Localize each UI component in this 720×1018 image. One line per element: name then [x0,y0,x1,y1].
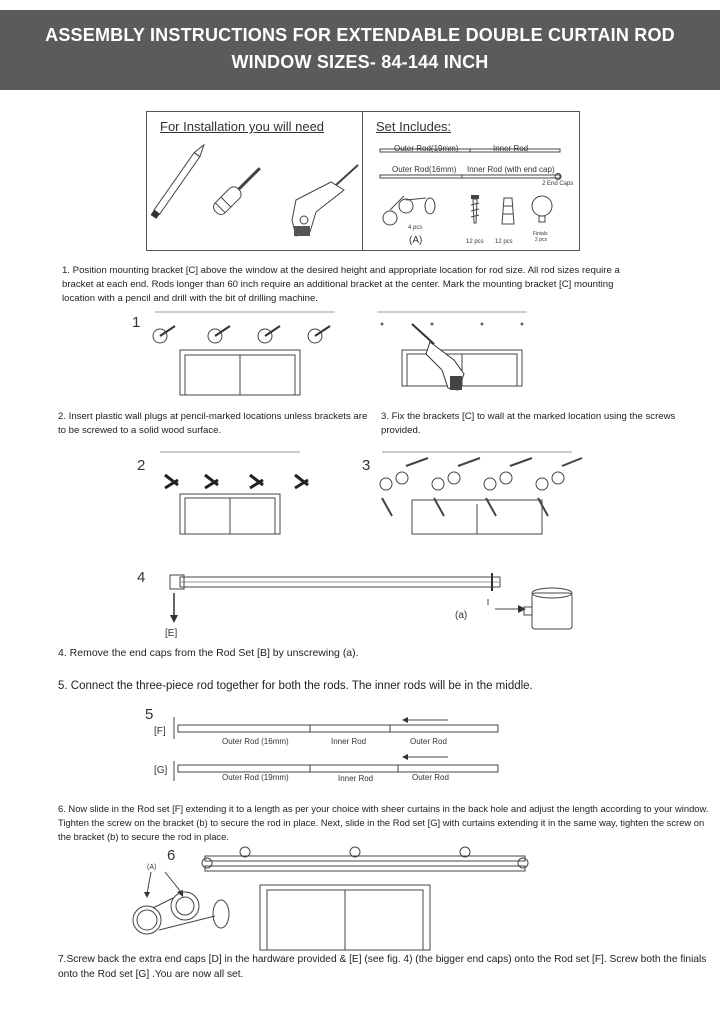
plugs-qty: 12 pcs [495,239,513,245]
finial-icon [532,196,552,222]
bracket-icon [383,196,435,225]
step-4-text: 4. Remove the end caps from the Rod Set [B] by unscrewing (a). [58,647,359,659]
figure-6-a-label: (A) [147,864,157,871]
figure-5-outer-rod-16: Outer Rod (16mm) [222,737,289,746]
step-5-text: 5. Connect the three-piece rod together for both the rods. The inner rods will be in the middle. [58,680,533,692]
tools-box-divider [362,111,363,251]
screw-icon [471,195,479,223]
figure-1-illustration [145,312,345,392]
set-includes-title: Set Includes: [376,119,452,134]
screws-qty: 12 pcs [466,239,484,245]
inner-rod-label: Inner Rod [493,144,529,153]
figure-4-a-label: (a) [455,610,468,621]
page-header [0,10,720,90]
finials-qty: 2 pcs [535,237,547,243]
step-6-text: 6. Now slide in the Rod set [F] extending it to a length as per your choice with sheer curtains in the back hole and adjust the length according to your window. Tighten the screw on the bracket (b) to secure the rod in place. Next, slide in the Rod set [G] with curtains extending it in the same way, tighten the screw on the bracket (b) to secure the rod in place. [58,803,709,842]
outer-rod-16-label: Outer Rod(16mm) [392,165,457,174]
figure-5-outer-rod-g: Outer Rod [412,773,449,782]
figure-5-g-label: [G] [154,765,168,776]
screwdriver-icon [211,163,265,217]
figure-2-number: 2 [137,457,146,474]
wall-plug-icon [502,198,514,224]
header-title-line1: ASSEMBLY INSTRUCTIONS FOR EXTENDABLE DOUBLE CURTAIN ROD [45,25,675,45]
drill-icon [292,165,358,236]
end-cap-icon [524,588,572,629]
step-2-text: 2. Insert plastic wall plugs at pencil-marked locations unless brackets are to be screwed to a solid wood surface. [58,411,368,436]
step-3-text: 3. Fix the brackets [C] to wall at the marked location using the screws provided. [381,411,676,436]
figure-5-inner-rod-f: Inner Rod [331,737,367,746]
set-includes-illustration [370,140,580,250]
figure-6-illustration [125,840,545,950]
outer-rod-19-label: Outer Rod(19mm) [394,144,459,153]
figure-4-e-label: [E] [165,628,178,639]
figure-5-number: 5 [145,706,154,723]
figure-4-illustration [160,565,580,645]
installation-need-title: For Installation you will need [160,119,325,134]
drill-icon [412,324,464,390]
brackets-label: (A) [409,235,423,246]
figure-3-number: 3 [362,457,371,474]
figure-5-f-label: [F] [154,726,166,737]
figure-5-outer-rod-f: Outer Rod [410,737,447,746]
figure-5-inner-rod-g: Inner Rod [338,774,374,783]
inner-rod-end-cap-label: Inner Rod (with end cap) [467,165,555,174]
tools-illustration [146,140,362,250]
figure-1-number: 1 [132,314,141,331]
figure-3-illustration [372,450,582,530]
figure-6-number: 6 [167,847,176,864]
pencil-icon [151,143,207,219]
finials-label: Finials [533,231,548,237]
figure-4-number: 4 [137,569,146,586]
step-1-text: 1. Position mounting bracket [C] above the window at the desired height and appropriate location for rod size. All rod sizes require a bracket at each end. Rods longer than 60 inch require an additional bracket at the center. Mark the mounting bracket [C] mounting location with a pencil and drill with the bit of drilling machine. [62,265,620,304]
brackets-qty: 4 pcs [408,225,423,231]
figure-2-illustration [150,450,310,530]
step-7-text: 7.Screw back the extra end caps [D] in the hardware provided & [E] (see fig. 4) (the bigger end caps) onto the Rod set [F]. Screw both the finials onto the Rod set [G] .You are now all set. [58,954,707,980]
figure-5-outer-rod-19: Outer Rod (19mm) [222,773,289,782]
figure-1-drill-illustration [372,312,532,392]
bracket-icon [133,892,229,934]
end-caps-label: 2 End Caps [542,181,574,187]
header-title-line2: WINDOW SIZES- 84-144 INCH [231,52,489,72]
